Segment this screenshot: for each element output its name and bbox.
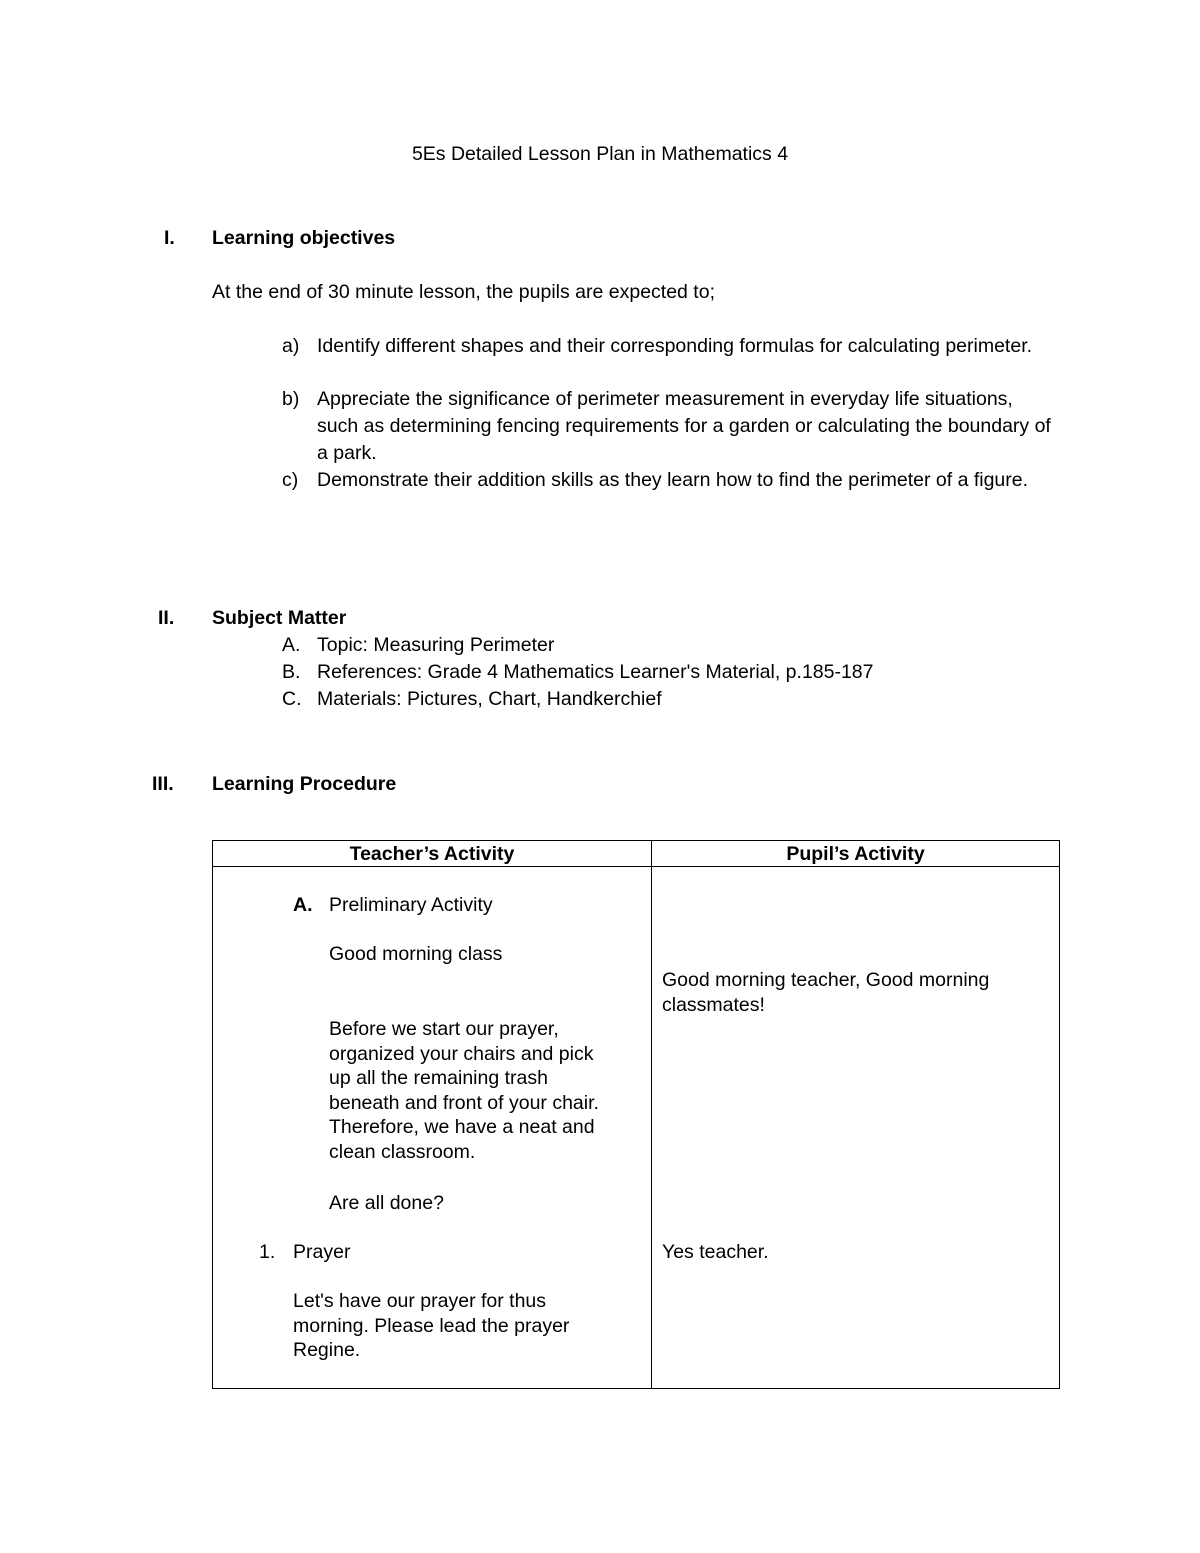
preliminary-activity-label: Preliminary Activity	[329, 894, 493, 916]
section-1-title: Learning objectives	[212, 227, 396, 249]
subject-references: References: Grade 4 Mathematics Learner's Material, p.185-187	[317, 661, 874, 683]
subject-letter: A.	[282, 634, 301, 656]
pupil-greeting-line: Good morning teacher, Good morning	[662, 969, 990, 991]
instruction-line: Therefore, we have a neat and	[329, 1116, 595, 1139]
section-2-number: II.	[158, 607, 175, 629]
prayer-line: morning. Please lead the prayer	[293, 1314, 570, 1337]
subject-topic: Topic: Measuring Perimeter	[317, 634, 555, 656]
objective-text: Identify different shapes and their corresponding formulas for calculating perimeter.	[317, 335, 1033, 357]
instruction-line: beneath and front of your chair.	[329, 1091, 599, 1114]
section-1-number: I.	[164, 227, 175, 249]
section-2-title: Subject Matter	[212, 607, 347, 629]
document-title: 5Es Detailed Lesson Plan in Mathematics 4	[411, 143, 789, 165]
objectives-intro: At the end of 30 minute lesson, the pupils are expected to;	[212, 281, 715, 303]
preliminary-letter: A.	[293, 894, 313, 916]
subject-materials: Materials: Pictures, Chart, Handkerchief	[317, 688, 662, 710]
instruction-line: organized your chairs and pick	[329, 1042, 594, 1065]
prayer-instruction	[293, 1289, 569, 1363]
procedure-table	[212, 840, 1060, 1389]
objective-item	[282, 333, 1052, 360]
objective-letter: c)	[282, 469, 299, 491]
subject-letter: B.	[282, 661, 301, 683]
prayer-line: Regine.	[293, 1339, 361, 1362]
objective-text: Demonstrate their addition skills as they learn how to find the perimeter of a figure.	[317, 469, 1029, 491]
instruction-line: clean classroom.	[329, 1140, 476, 1163]
instruction-line: Before we start our prayer,	[329, 1018, 559, 1040]
objective-letter: b)	[282, 388, 300, 410]
pupil-greeting-line: classmates!	[662, 993, 765, 1016]
objective-letter: a)	[282, 335, 300, 357]
pupil-greeting	[662, 968, 989, 1017]
subject-letter: C.	[282, 688, 302, 710]
teacher-instruction	[329, 1017, 599, 1165]
prayer-number: 1.	[259, 1241, 276, 1263]
objective-item	[282, 467, 1052, 494]
header-pupil-activity: Pupil’s Activity	[786, 843, 925, 865]
objective-item	[282, 386, 1052, 467]
instruction-line: up all the remaining trash	[329, 1067, 548, 1090]
pupil-answer: Yes teacher.	[662, 1241, 769, 1263]
header-teacher-activity: Teacher’s Activity	[349, 843, 515, 865]
prayer-line: Let's have our prayer for thus	[293, 1290, 547, 1312]
teacher-greeting: Good morning class	[329, 943, 503, 965]
table-column-divider	[651, 841, 652, 1388]
section-3-title: Learning Procedure	[212, 773, 397, 795]
prayer-label: Prayer	[293, 1241, 351, 1263]
teacher-question: Are all done?	[329, 1192, 444, 1214]
objective-text: Appreciate the significance of perimeter measurement in everyday life situations, such as determining fencing requirements for a garden or calculating the boundary of a park.	[317, 388, 1051, 464]
section-3-number: III.	[152, 773, 174, 795]
